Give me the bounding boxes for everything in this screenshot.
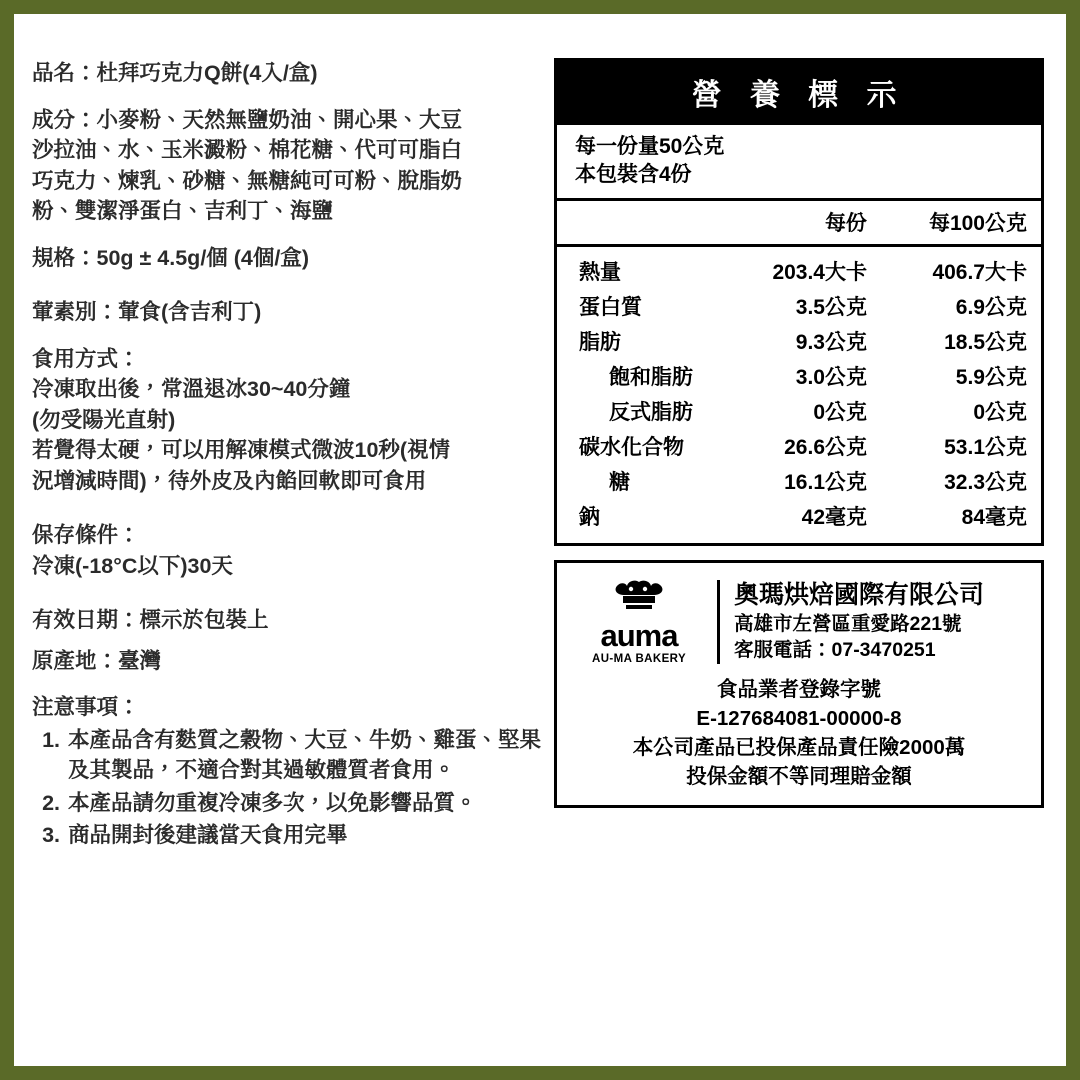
nutrient-per-100g: 84毫克 — [961, 506, 1027, 530]
spacer-1 — [32, 289, 554, 297]
nutrient-name: 鈉 — [579, 506, 600, 530]
nutrition-facts-table — [554, 58, 1044, 546]
header-per-serving: 每份 — [825, 211, 867, 235]
origin-country: 原產地：臺灣 — [32, 648, 162, 673]
brand-wordmark: auma — [600, 617, 678, 653]
veg-type: 葷素別：葷食(含吉利丁) — [32, 300, 262, 325]
list-item: 3. 商品開封後建議當天食用完畢 — [66, 820, 554, 851]
list-item: 2. 本產品請勿重複冷凍多次，以免影響品質。 — [66, 788, 554, 819]
company-info-box — [554, 560, 1044, 808]
notices-block — [32, 692, 554, 851]
insurance-line-2: 投保金額不等同理賠金額 — [686, 765, 912, 789]
nutrient-per-serving: 26.6公克 — [784, 436, 867, 460]
table-row — [557, 429, 1041, 464]
nutrient-per-serving: 3.0公克 — [795, 366, 867, 390]
serving-size: 每一份量50公克 — [575, 135, 725, 158]
header-per-100g: 每100公克 — [928, 211, 1027, 235]
nutrition-rows — [557, 247, 1041, 543]
storage-value: 冷凍(-18°C以下)30天 — [32, 553, 233, 578]
nutrient-per-serving: 16.1公克 — [784, 471, 867, 495]
nutrient-per-100g: 406.7大卡 — [932, 261, 1027, 285]
header-nutrient — [557, 207, 717, 237]
table-row — [557, 324, 1041, 359]
origin-block — [32, 646, 554, 677]
spacer-2 — [32, 512, 554, 520]
nutrient-per-serving: 203.4大卡 — [772, 261, 867, 285]
notice-list — [32, 725, 554, 851]
table-row — [557, 289, 1041, 324]
nutrient-name: 糖 — [609, 471, 630, 495]
usage-line-4: 況增減時間)，待外皮及內餡回軟即可食用 — [32, 468, 427, 493]
serving-info — [557, 125, 1041, 201]
table-row — [557, 254, 1041, 289]
company-details — [717, 580, 1031, 664]
usage-label: 食用方式： — [32, 346, 140, 371]
spacer-3 — [32, 597, 554, 605]
nutrient-name: 熱量 — [579, 261, 621, 285]
usage-line-3: 若覺得太硬，可以用解凍模式微波10秒(視情 — [32, 438, 451, 463]
list-item: 1. 本產品含有麩質之穀物、大豆、牛奶、雞蛋、堅果及其製品，不適合對其過敏體質者食用。 — [66, 725, 554, 786]
brand-subtitle: AU-MA BAKERY — [591, 652, 687, 665]
product-name: 品名：杜拜巧克力Q餅(4入/盒) — [32, 61, 318, 85]
company-phone: 客服電話：07-3470251 — [734, 639, 936, 662]
nutrient-per-100g: 18.5公克 — [944, 331, 1027, 355]
notice-label: 注意事項： — [32, 695, 140, 720]
usage-line-2: (勿受陽光直射) — [32, 407, 176, 432]
table-row — [557, 359, 1041, 394]
nutrient-per-100g: 0公克 — [973, 401, 1027, 425]
ingredients-line-3: 巧克力、煉乳、砂糖、無糖純可可粉、脫脂奶 — [32, 168, 463, 193]
label-page — [14, 14, 1066, 1066]
nutrient-per-serving: 42毫克 — [801, 506, 867, 530]
table-row — [557, 499, 1041, 534]
brand-logo — [567, 579, 717, 665]
veg-type-block — [32, 297, 554, 328]
nutrition-column-headers — [557, 201, 1041, 247]
nutrient-name: 飽和脂肪 — [609, 366, 693, 390]
storage-block — [32, 520, 554, 581]
nutrient-name: 蛋白質 — [579, 296, 642, 320]
nutrient-per-100g: 6.9公克 — [955, 296, 1027, 320]
registry-number: E-127684081-00000-8 — [696, 706, 902, 730]
usage-block — [32, 344, 554, 497]
ingredients-line-1: 成分：小麥粉、天然無鹽奶油、開心果、大豆 — [32, 107, 463, 132]
usage-line-1: 冷凍取出後，常溫退冰30~40分鐘 — [32, 377, 351, 402]
product-spec: 規格：50g ± 4.5g/個 (4個/盒) — [32, 245, 310, 270]
servings-per-pack: 本包裝含4份 — [575, 163, 692, 187]
registry-and-insurance — [567, 675, 1031, 791]
product-info-column — [14, 14, 554, 1066]
nutrient-name: 脂肪 — [579, 331, 621, 355]
nutrient-name: 反式脂肪 — [609, 401, 693, 425]
nutrition-title: 營 養 標 示 — [557, 61, 1041, 125]
storage-label: 保存條件： — [32, 523, 140, 548]
insurance-line-1: 本公司產品已投保產品責任險2000萬 — [632, 735, 966, 759]
nutrient-per-serving: 9.3公克 — [795, 331, 867, 355]
table-row — [557, 464, 1041, 499]
nutrient-per-100g: 53.1公克 — [944, 436, 1027, 460]
company-address: 高雄市左營區重愛路221號 — [734, 613, 962, 635]
registry-label: 食品業者登錄字號 — [717, 677, 881, 701]
expiry-block — [32, 605, 554, 636]
chef-hat-icon — [610, 579, 668, 619]
expiry-date: 有效日期：標示於包裝上 — [32, 608, 269, 633]
nutrient-per-100g: 32.3公克 — [944, 471, 1027, 495]
nutrient-per-serving: 3.5公克 — [795, 296, 867, 320]
nutrient-per-100g: 5.9公克 — [955, 366, 1027, 390]
nutrition-column — [554, 14, 1066, 1066]
product-name-block — [32, 58, 554, 89]
spec-block — [32, 243, 554, 274]
nutrient-name: 碳水化合物 — [579, 436, 684, 460]
ingredients-block — [32, 105, 554, 227]
ingredients-line-2: 沙拉油、水、玉米澱粉、棉花糖、代可可脂白 — [32, 138, 463, 163]
table-row — [557, 394, 1041, 429]
nutrient-per-serving: 0公克 — [813, 401, 867, 425]
company-name: 奧瑪烘焙國際有限公司 — [734, 580, 985, 609]
company-header — [567, 579, 1031, 665]
ingredients-line-4: 粉、雙潔淨蛋白、吉利丁、海鹽 — [32, 199, 334, 224]
